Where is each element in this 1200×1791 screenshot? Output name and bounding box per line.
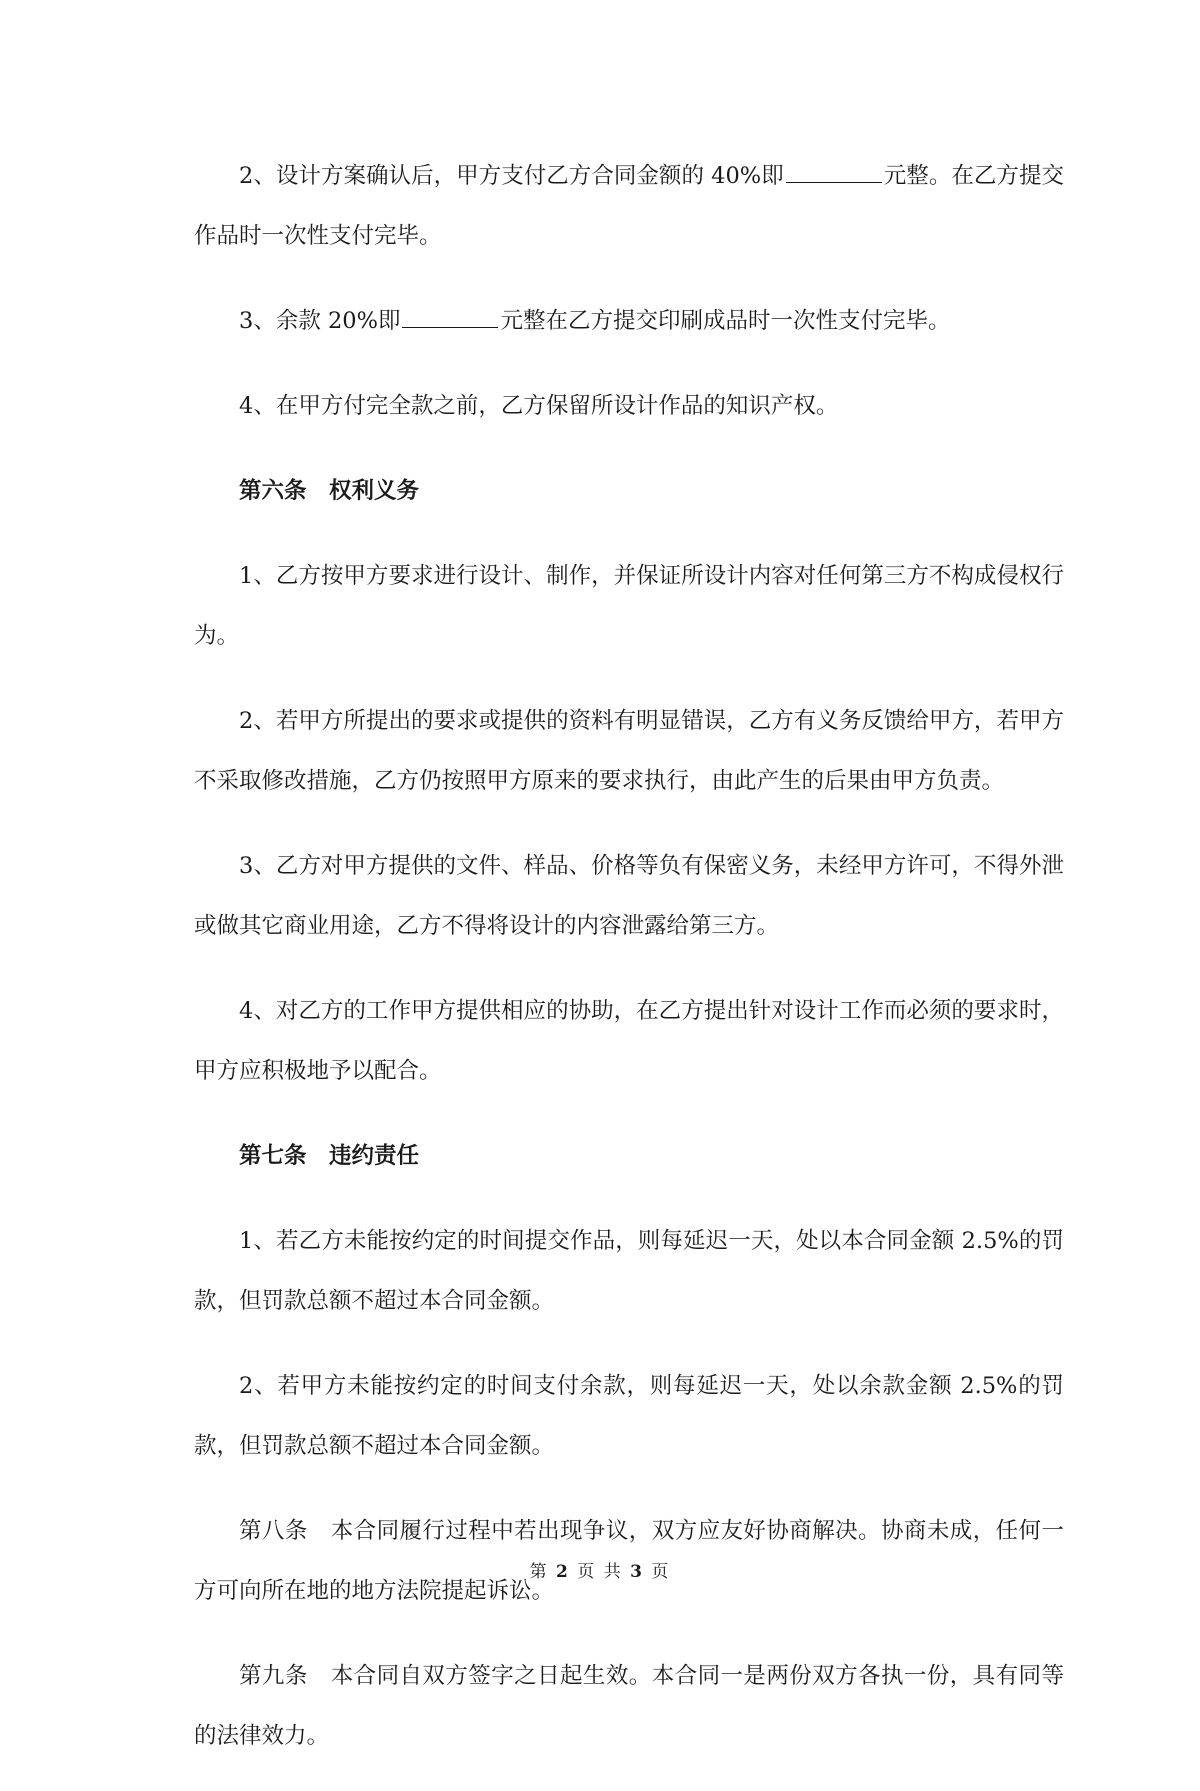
rights-clause-1: 1、乙方按甲方要求进行设计、制作，并保证所设计内容对任何第三方不构成侵权行为。	[194, 563, 1064, 649]
current-page-number: 2	[556, 1562, 570, 1582]
article-6-title: 权利义务	[329, 478, 420, 504]
document-body	[194, 146, 1064, 1791]
article-7-number: 第七条	[239, 1143, 307, 1169]
article-9	[194, 1646, 1064, 1766]
article-7-title: 违约责任	[329, 1143, 420, 1169]
breach-clause-1: 1、若乙方未能按约定的时间提交作品，则每延迟一天，处以本合同金额 2.5%的罚款，但罚款总额不超过本合同金额。	[194, 1228, 1064, 1314]
payment-clause-2-text-a: 2、设计方案确认后，甲方支付乙方合同金额的 40%即	[239, 163, 784, 189]
payment-clause-3	[194, 291, 1064, 351]
article-7-heading	[194, 1126, 1064, 1186]
article-8-number: 第八条	[239, 1518, 308, 1544]
payment-clause-2-text-b: 元整。在乙方提交作品时一次性支付完毕。	[194, 163, 1064, 249]
footer-prefix: 第	[529, 1562, 549, 1582]
breach-clause-2: 2、若甲方未能按约定的时间支付余款，则每延迟一天，处以余款金额 2.5%的罚款，但罚款总额不超过本合同金额。	[194, 1373, 1064, 1459]
article-6-heading	[194, 461, 1064, 521]
rights-clause-4: 4、对乙方的工作甲方提供相应的协助，在乙方提出针对设计工作而必须的要求时，甲方应积极地予以配合。	[194, 998, 1064, 1084]
article-9-number: 第九条	[239, 1663, 308, 1689]
article-8-text: 本合同履行过程中若出现争议，双方应友好协商解决。协商未成，任何一方可向所在地的地方法院提起诉讼。	[194, 1518, 1064, 1604]
payment-clause-3-text-a: 3、余款 20%即	[239, 308, 401, 334]
total-page-count: 3	[630, 1562, 644, 1582]
page-number-footer	[0, 1557, 1200, 1582]
rights-clause-2: 2、若甲方所提出的要求或提供的资料有明显错误，乙方有义务反馈给甲方，若甲方不采取修改措施，乙方仍按照甲方原来的要求执行，由此产生的后果由甲方负责。	[194, 708, 1064, 794]
rights-clause-3: 3、乙方对甲方提供的文件、样品、价格等负有保密义务，未经甲方许可，不得外泄或做其它商业用途，乙方不得将设计的内容泄露给第三方。	[194, 853, 1064, 939]
article-6-number: 第六条	[239, 478, 307, 504]
footer-middle: 页 共	[577, 1562, 623, 1582]
amount-blank-40-percent	[786, 152, 882, 183]
payment-clause-3-text-b: 元整在乙方提交印刷成品时一次性支付完毕。	[500, 308, 951, 334]
payment-clause-2	[194, 146, 1064, 266]
footer-suffix: 页	[651, 1562, 671, 1582]
amount-blank-20-percent	[402, 297, 498, 328]
payment-clause-4: 4、在甲方付完全款之前，乙方保留所设计作品的知识产权。	[239, 393, 839, 419]
article-9-text: 本合同自双方签字之日起生效。本合同一是两份双方各执一份，具有同等的法律效力。	[194, 1663, 1064, 1749]
